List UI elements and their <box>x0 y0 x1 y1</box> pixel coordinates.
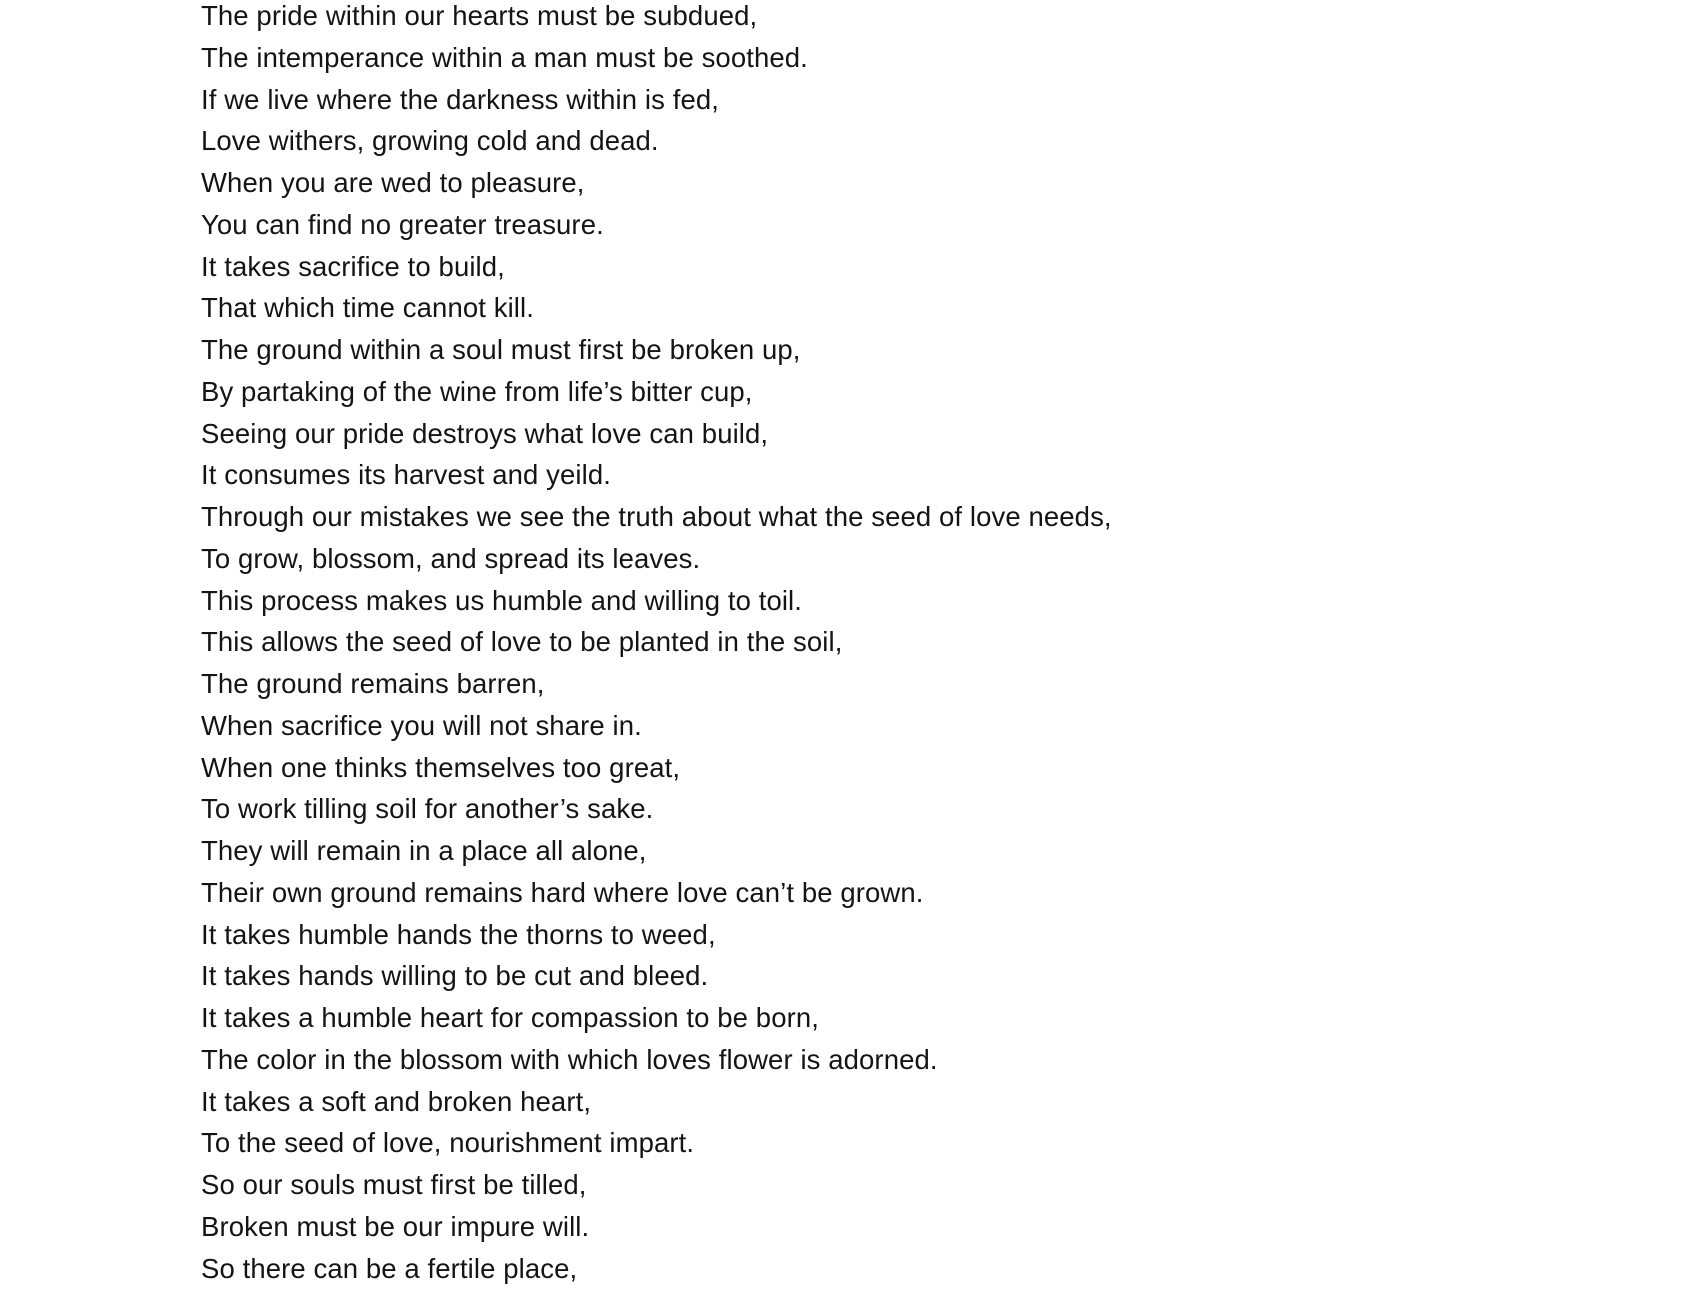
poem-line: It takes sacrifice to build, <box>201 246 1601 288</box>
poem-line: They will remain in a place all alone, <box>201 830 1601 872</box>
poem-line: The ground remains barren, <box>201 663 1601 705</box>
poem-line: To grow, blossom, and spread its leaves. <box>201 538 1601 580</box>
poem-line: It takes humble hands the thorns to weed, <box>201 914 1601 956</box>
poem-line: The ground within a soul must first be broken up, <box>201 329 1601 371</box>
poem-line: So our souls must first be tilled, <box>201 1164 1601 1206</box>
poem-line: When you are wed to pleasure, <box>201 162 1601 204</box>
poem-line: Their own ground remains hard where love can’t be grown. <box>201 872 1601 914</box>
poem-line: So there can be a fertile place, <box>201 1248 1601 1289</box>
poem-line: This process makes us humble and willing to toil. <box>201 580 1601 622</box>
poem-line: Through our mistakes we see the truth about what the seed of love needs, <box>201 496 1601 538</box>
poem-line: Broken must be our impure will. <box>201 1206 1601 1248</box>
poem-line: The pride within our hearts must be subdued, <box>201 0 1601 37</box>
poem-line: It takes a soft and broken heart, <box>201 1081 1601 1123</box>
poem-body <box>201 0 1601 1289</box>
poem-line: The color in the blossom with which loves flower is adorned. <box>201 1039 1601 1081</box>
poem-line: By partaking of the wine from life’s bitter cup, <box>201 371 1601 413</box>
poem-line: It consumes its harvest and yeild. <box>201 454 1601 496</box>
poem-line: It takes hands willing to be cut and bleed. <box>201 955 1601 997</box>
poem-line: When sacrifice you will not share in. <box>201 705 1601 747</box>
poem-line: It takes a humble heart for compassion to be born, <box>201 997 1601 1039</box>
poem-line: That which time cannot kill. <box>201 287 1601 329</box>
poem-line: To work tilling soil for another’s sake. <box>201 788 1601 830</box>
poem-line: This allows the seed of love to be planted in the soil, <box>201 621 1601 663</box>
poem-line: If we live where the darkness within is fed, <box>201 79 1601 121</box>
poem-line: The intemperance within a man must be soothed. <box>201 37 1601 79</box>
poem-line: You can find no greater treasure. <box>201 204 1601 246</box>
poem-line: When one thinks themselves too great, <box>201 747 1601 789</box>
poem-line: Seeing our pride destroys what love can build, <box>201 413 1601 455</box>
poem-line: To the seed of love, nourishment impart. <box>201 1122 1601 1164</box>
poem-line: Love withers, growing cold and dead. <box>201 120 1601 162</box>
